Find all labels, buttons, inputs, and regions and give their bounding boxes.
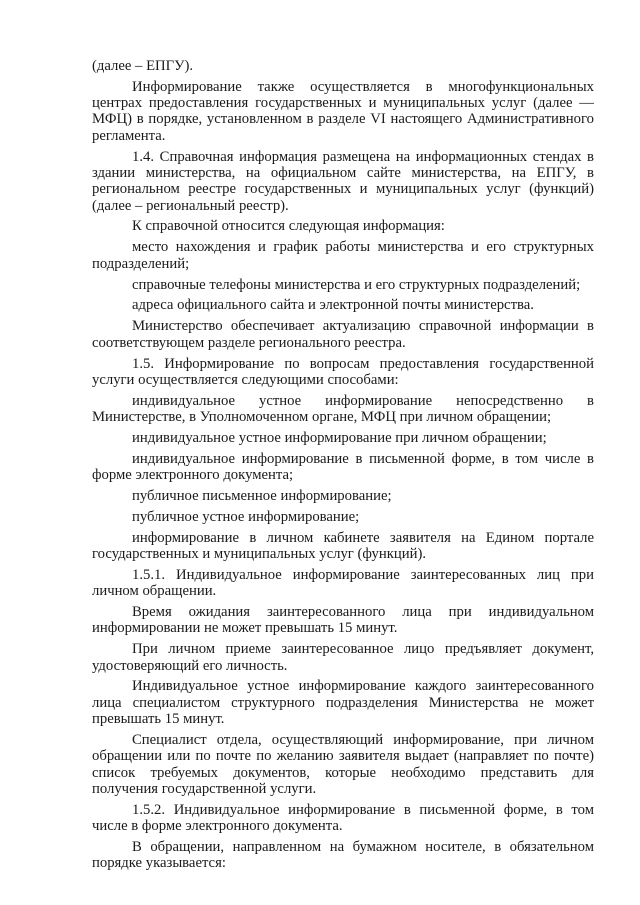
paragraph: 1.4. Справочная информация размещена на информационных стендах в здании министерства, на официальном сайте министерства, на ЕПГУ, в региональном реестре государственных и муниципальных услуг (функций) (далее – региональный реестр). (92, 148, 594, 214)
paragraph: индивидуальное устное информирование непосредственно в Министерстве, в Уполномоченном органе, МФЦ при личном обращении; (92, 392, 594, 425)
paragraph: публичное письменное информирование; (132, 487, 392, 504)
paragraph: индивидуальное устное информирование при личном обращении; (132, 429, 547, 446)
paragraph: адреса официального сайта и электронной почты министерства. (132, 297, 534, 314)
paragraph: В обращении, направленном на бумажном носителе, в обязательном порядке указывается: (92, 838, 594, 872)
paragraph: индивидуальное информирование в письменной форме, в том числе в форме электронного документа; (92, 450, 594, 484)
paragraph: (далее – ЕПГУ). (92, 58, 194, 74)
paragraph: К справочной относится следующая информация: (132, 218, 445, 235)
paragraph: 1.5. Информирование по вопросам предоставления государственной услуги осуществляется следующими способами: (92, 355, 594, 388)
paragraph: Информирование также осуществляется в многофункциональных центрах предоставления государственных и муниципальных услуг (далее — МФЦ) в порядке, установленном в разделе VI настоящего Административного регламента. (92, 78, 594, 144)
paragraph: Специалист отдела, осуществляющий информирование, при личном обращении или по почте по желанию заявителя выдает (направляет по почте) список требуемых документов, которые необходимо представить для получения государственной услуги. (92, 731, 594, 797)
paragraph: 1.5.1. Индивидуальное информирование заинтересованных лиц при личном обращении. (92, 566, 594, 600)
paragraph: справочные телефоны министерства и его структурных подразделений; (132, 276, 581, 293)
paragraph: При личном приеме заинтересованное лицо предъявляет документ, удостоверяющий его личность. (92, 641, 594, 674)
paragraph: Министерство обеспечивает актуализацию справочной информации в соответствующем разделе регионального реестра. (92, 318, 594, 351)
paragraph: Индивидуальное устное информирование каждого заинтересованного лица специалистом структурного подразделения Министерства не может превышать 15 минут. (92, 678, 594, 728)
paragraph: Время ожидания заинтересованного лица при индивидуальном информировании не может превышать 15 минут. (92, 604, 594, 637)
paragraph: место нахождения и график работы министерства и его структурных подразделений; (92, 239, 594, 272)
paragraph: 1.5.2. Индивидуальное информирование в письменной форме, в том числе в форме электронного документа. (92, 801, 594, 835)
paragraph: информирование в личном кабинете заявителя на Едином портале государственных и муниципальных услуг (функций). (92, 529, 594, 563)
paragraph: публичное устное информирование; (132, 508, 360, 525)
document-body (92, 58, 594, 876)
